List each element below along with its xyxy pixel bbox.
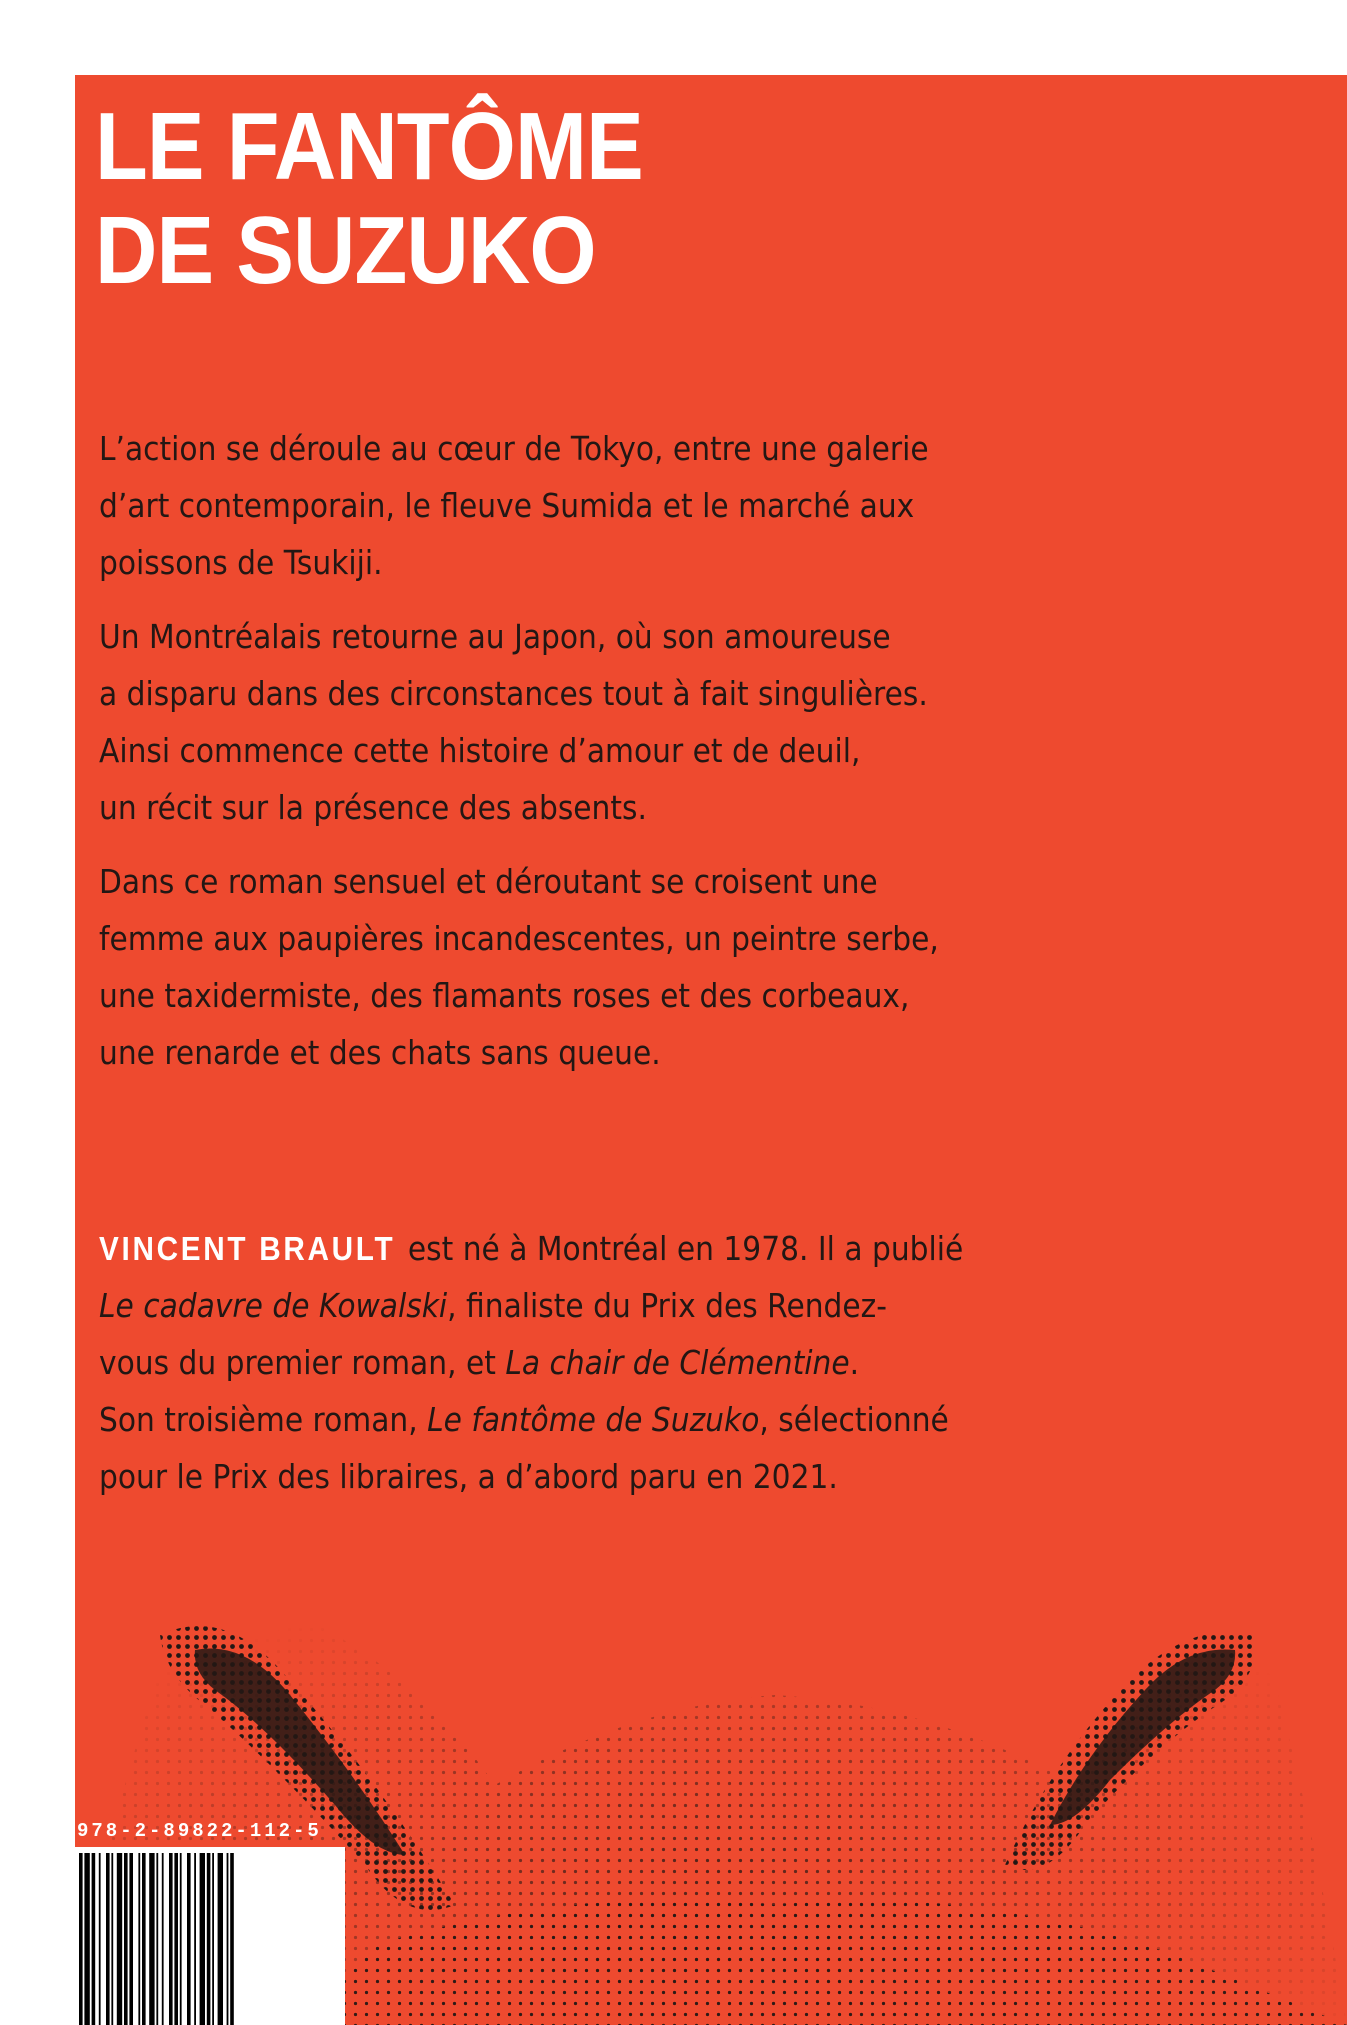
blurb-line: L’action se déroule au cœur de Tokyo, entre une galerie — [99, 429, 929, 468]
barcode-bar — [99, 1853, 101, 2025]
barcode-bar — [124, 1853, 128, 2025]
blurb-line: poissons de Tsukiji. — [99, 543, 383, 582]
barcode-bar — [111, 1853, 113, 2025]
back-cover — [75, 75, 1347, 2025]
book-reference: Le cadavre de Kowalski — [99, 1286, 448, 1325]
bio-line — [99, 1334, 927, 1391]
barcode-bar — [212, 1853, 214, 2025]
blurb-line: Un Montréalais retourne au Japon, où son amoureuse — [99, 617, 891, 656]
bio-text: , sélectionné — [759, 1400, 949, 1439]
blurb-line: un récit sur la présence des absents. — [99, 788, 647, 827]
bio-text: . — [849, 1343, 860, 1382]
author-name: VINCENT BRAULT — [99, 1230, 396, 1267]
book-reference: Le fantôme de Suzuko — [427, 1400, 760, 1439]
barcode-bar — [138, 1853, 140, 2025]
isbn-number: 978-2-89822-112-5 — [77, 1820, 322, 1842]
barcode-bar — [142, 1853, 146, 2025]
barcode-bar — [187, 1853, 191, 2025]
bio-text: , finaliste du Prix des Rendez- — [447, 1286, 887, 1325]
barcode-bar — [200, 1853, 205, 2025]
bio-text: est né à Montréal en 1978. Il a publié — [407, 1229, 964, 1268]
book-title — [95, 95, 643, 303]
barcode-bar — [117, 1853, 122, 2025]
barcode-bar — [169, 1853, 173, 2025]
blurb-line: Ainsi commence cette histoire d’amour et de deuil, — [99, 731, 861, 770]
barcode-bar — [92, 1853, 96, 2025]
bio-line: pour le Prix des libraires, a d’abord paru en 2021. — [99, 1457, 838, 1496]
barcode-bar — [230, 1853, 234, 2025]
book-reference: La chair de Clémentine — [505, 1343, 850, 1382]
blurb-line: une renarde et des chats sans queue. — [99, 1033, 661, 1072]
barcode-bar — [156, 1853, 158, 2025]
barcode-bar — [79, 1853, 83, 2025]
blurb-line: a disparu dans des circonstances tout à fait singulières. — [99, 674, 928, 713]
book-title-line-2: DE SUZUKO — [95, 197, 596, 304]
barcode-bar — [227, 1853, 229, 2025]
blurb-paragraph-2 — [99, 608, 927, 836]
barcode-bar — [149, 1853, 154, 2025]
author-bio — [99, 1220, 964, 1505]
blurb-paragraph-3 — [99, 853, 939, 1081]
bio-line — [99, 1277, 927, 1334]
book-title-line-1: LE FANTÔME — [95, 93, 643, 200]
blurb — [99, 420, 939, 1098]
blurb-line: Dans ce roman sensuel et déroutant se croisent une — [99, 862, 878, 901]
barcode-bar — [162, 1853, 164, 2025]
blurb-paragraph-1 — [99, 420, 927, 591]
bio-text: Son troisième roman, — [99, 1400, 428, 1439]
barcode-bar — [218, 1853, 223, 2025]
bio-line — [99, 1220, 964, 1277]
blurb-line: une taxidermiste, des flamants roses et des corbeaux, — [99, 976, 910, 1015]
barcode-bar — [84, 1853, 89, 2025]
barcode-bar — [180, 1853, 182, 2025]
barcode-bar — [129, 1853, 133, 2025]
bio-text: vous du premier roman, et — [99, 1343, 506, 1382]
barcode-icon — [75, 1847, 345, 2025]
barcode-bar — [194, 1853, 196, 2025]
barcode-bar — [207, 1853, 211, 2025]
barcode-bar — [174, 1853, 178, 2025]
barcode-bar — [106, 1853, 110, 2025]
blurb-line: femme aux paupières incandescentes, un peintre serbe, — [99, 919, 939, 958]
blurb-line: d’art contemporain, le fleuve Sumida et le marché aux — [99, 486, 915, 525]
bio-line — [99, 1391, 949, 1448]
